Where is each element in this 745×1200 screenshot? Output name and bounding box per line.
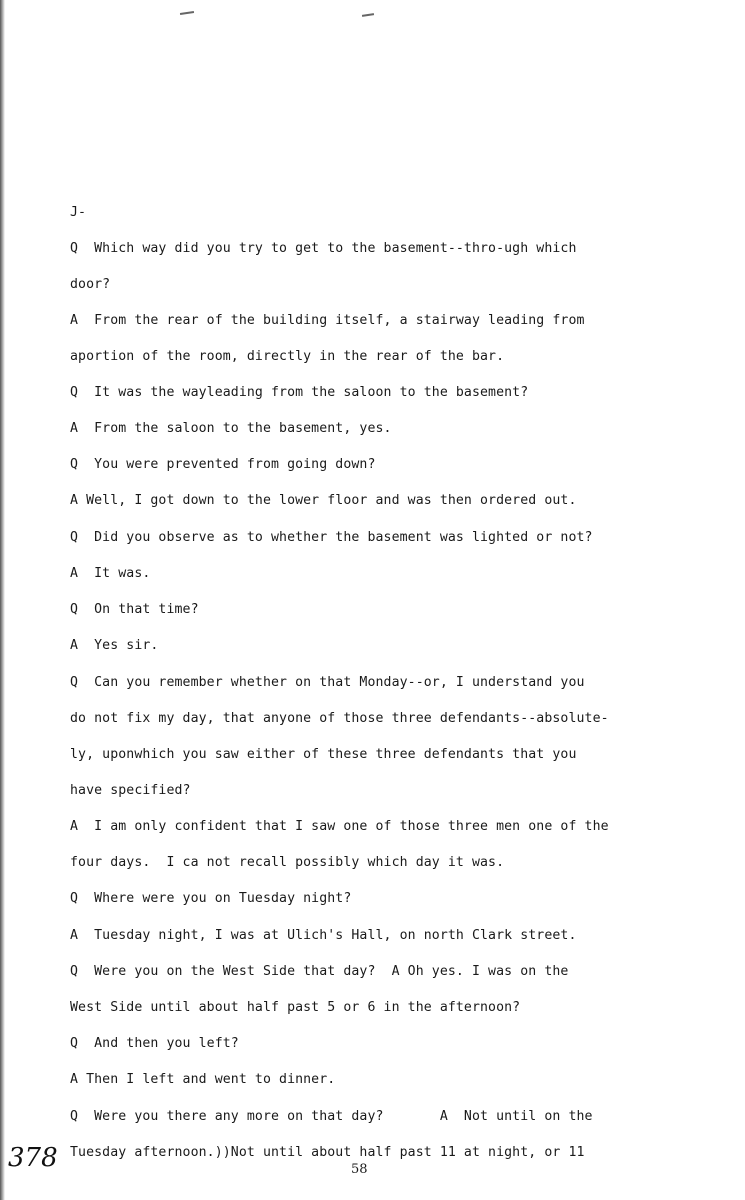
text-line: Q Where were you on Tuesday night?	[70, 891, 352, 906]
text-line: A Well, I got down to the lower floor and was then ordered out.	[70, 493, 577, 508]
text-line: Q Which way did you try to get to the basement--thro-ugh which	[70, 241, 577, 256]
text-line: Q On that time?	[70, 602, 199, 617]
text-line: A From the rear of the building itself, a stairway leading from	[70, 313, 585, 328]
ink-speck	[362, 13, 374, 17]
text-line: Tuesday afternoon.))Not until about half past 11 at night, or 11	[70, 1145, 585, 1160]
text-line: Q Can you remember whether on that Monday--or, I understand you	[70, 675, 585, 690]
page-number: 58	[351, 1162, 368, 1177]
text-line: Q Were you there any more on that day? A Not until on the	[70, 1109, 593, 1124]
text-line: have specified?	[70, 783, 191, 798]
text-line: Q Did you observe as to whether the basement was lighted or not?	[70, 530, 593, 545]
text-line: door?	[70, 277, 111, 292]
text-line: A From the saloon to the basement, yes.	[70, 421, 392, 436]
text-line: Q And then you left?	[70, 1036, 239, 1051]
handwritten-page-number: 378	[8, 1143, 58, 1173]
text-line: aportion of the room, directly in the rear of the bar.	[70, 349, 505, 364]
page-edge-shadow	[0, 0, 5, 1200]
text-line: A Yes sir.	[70, 638, 159, 653]
ink-speck	[180, 11, 194, 15]
text-line: do not fix my day, that anyone of those three defendants--absolute-	[70, 711, 609, 726]
text-line: A It was.	[70, 566, 151, 581]
text-line: four days. I ca not recall possibly which day it was.	[70, 855, 505, 870]
text-line: A Tuesday night, I was at Ulich's Hall, on north Clark street.	[70, 928, 577, 943]
text-line: J-	[70, 205, 87, 220]
text-line: Q It was the wayleading from the saloon to the basement?	[70, 385, 529, 400]
text-line: ly, uponwhich you saw either of these three defendants that you	[70, 747, 577, 762]
text-line: A Then I left and went to dinner.	[70, 1072, 336, 1087]
text-line: West Side until about half past 5 or 6 in the afternoon?	[70, 1000, 521, 1015]
text-line: Q Were you on the West Side that day? A Oh yes. I was on the	[70, 964, 569, 979]
text-line: Q You were prevented from going down?	[70, 457, 376, 472]
text-line: A I am only confident that I saw one of those three men one of the	[70, 819, 609, 834]
